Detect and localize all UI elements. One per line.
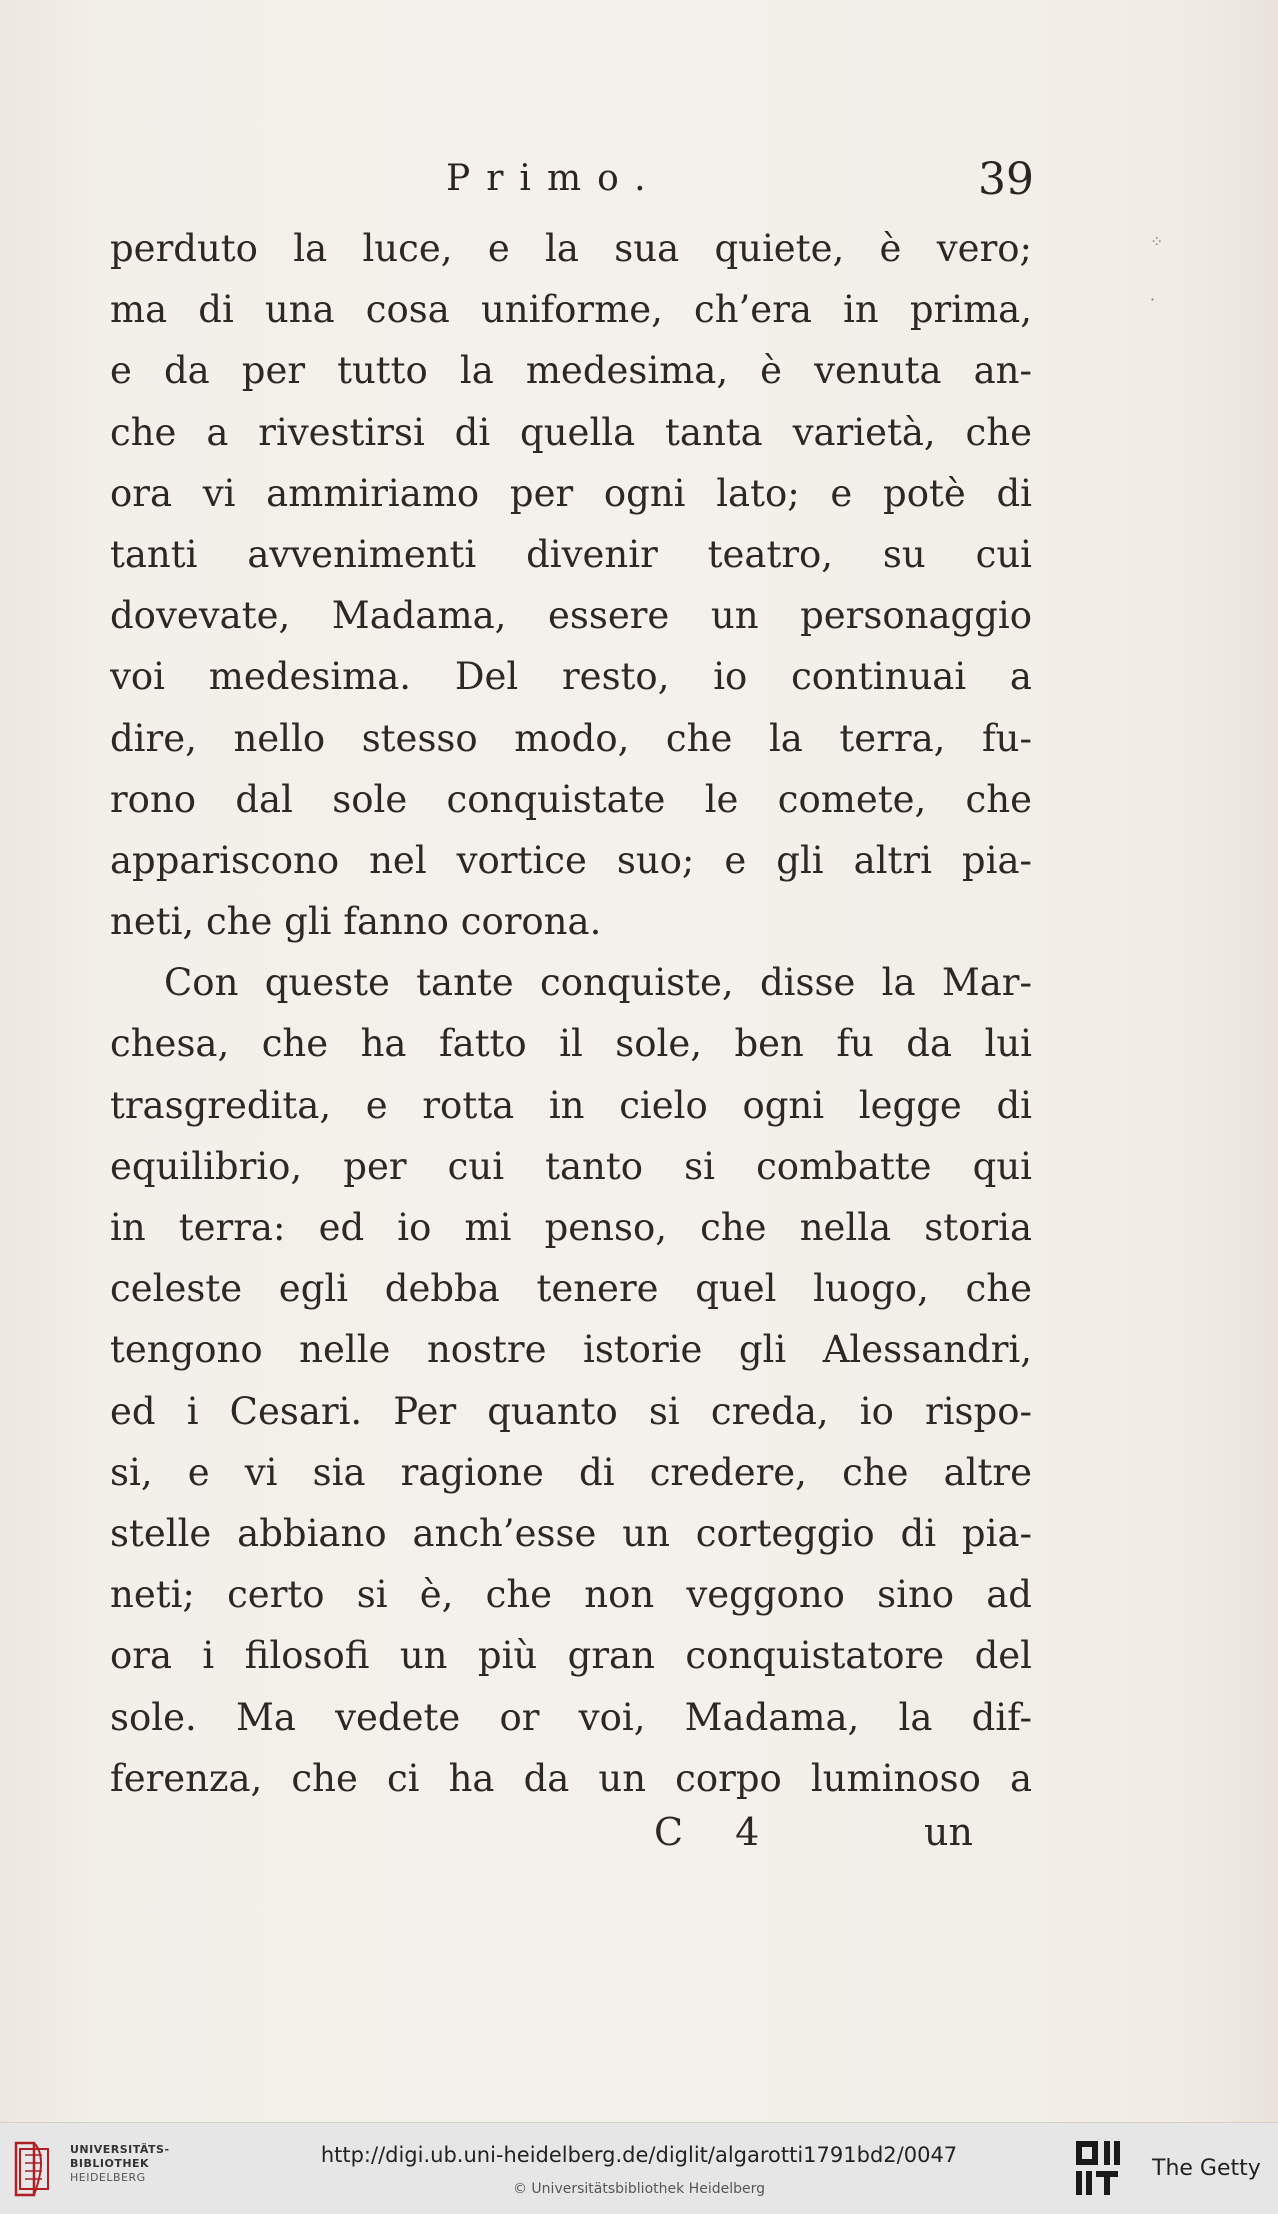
institution-line: BIBLIOTHEK xyxy=(70,2157,150,2170)
viewer-footer-bar xyxy=(0,2122,1278,2214)
copyright-notice: © Universitätsbibliothek Heidelberg xyxy=(512,2181,765,2197)
page-footer xyxy=(0,1810,1278,1870)
body-text xyxy=(110,218,1032,1809)
text-line: equilibrio, per cui tanto si combatte qui xyxy=(110,1144,1032,1188)
text-line: in terra: ed io mi penso, che nella storia xyxy=(110,1206,1032,1249)
text-line: ora vi ammiriamo per ogni lato; e potè di xyxy=(110,471,1032,515)
text-line: celeste egli debba tenere quel luogo, che xyxy=(110,1267,1032,1311)
margin-speck: ⁘ xyxy=(1150,232,1164,251)
text-line: Con queste tante conquiste, disse la Mar- xyxy=(164,961,1032,1005)
text-line: trasgredita, e rotta in cielo ogni legge di xyxy=(110,1083,1032,1127)
getty-logo-icon[interactable] xyxy=(1074,2139,1130,2197)
running-title: Primo. xyxy=(446,158,662,199)
text-line: che a rivestirsi di quella tanta varietà, che xyxy=(110,410,1032,454)
text-line: tengono nelle nostre istorie gli Alessandri, xyxy=(110,1328,1032,1372)
page-header xyxy=(0,154,1278,214)
permalink-url[interactable]: http://digi.ub.uni-heidelberg.de/diglit/algarotti1791bd2/0047 xyxy=(320,2143,958,2167)
text-line: rono dal sole conquistate le comete, che xyxy=(110,777,1032,821)
text-line: ma di una cosa uniforme, ch’era in prima, xyxy=(110,288,1032,332)
text-line: sole. Ma vedete or voi, Madama, la dif- xyxy=(110,1695,1032,1739)
text-line: e da per tutto la medesima, è venuta an- xyxy=(110,349,1032,393)
partner-name: The Getty xyxy=(1152,2156,1261,2181)
text-line: dovevate, Madama, essere un personaggio xyxy=(110,594,1032,638)
text-line: si, e vi sia ragione di credere, che altre xyxy=(110,1450,1032,1494)
text-line: neti, che gli fanno corona. xyxy=(110,900,602,944)
signature-mark: C 4 xyxy=(654,1810,780,1854)
page-number: 39 xyxy=(978,154,1034,205)
institution-line: HEIDELBERG xyxy=(70,2171,146,2184)
institution-line: UNIVERSITÄTS- xyxy=(70,2143,170,2156)
text-line: ed i Cesari. Per quanto si creda, io rispo- xyxy=(110,1389,1032,1433)
text-line: neti; certo si è, che non veggono sino ad xyxy=(110,1573,1032,1617)
text-line: dire, nello stesso modo, che la terra, fu- xyxy=(110,716,1032,760)
text-line: perduto la luce, e la sua quiete, è vero; xyxy=(110,227,1032,270)
text-line: ferenza, che ci ha da un corpo luminoso a xyxy=(110,1756,1032,1800)
text-line: stelle abbiano anch’esse un corteggio di pia- xyxy=(110,1511,1032,1555)
text-line: ora i filosofi un più gran conquistatore del xyxy=(110,1634,1032,1678)
text-line: voi medesima. Del resto, io continuai a xyxy=(110,655,1032,699)
text-line: chesa, che ha fatto il sole, ben fu da lui xyxy=(110,1022,1032,1066)
catchword: un xyxy=(924,1810,973,1854)
text-line: tanti avvenimenti divenir teatro, su cui xyxy=(110,532,1032,576)
margin-speck: · xyxy=(1150,290,1156,309)
text-line: appariscono nel vortice suo; e gli altri pia- xyxy=(110,838,1032,882)
